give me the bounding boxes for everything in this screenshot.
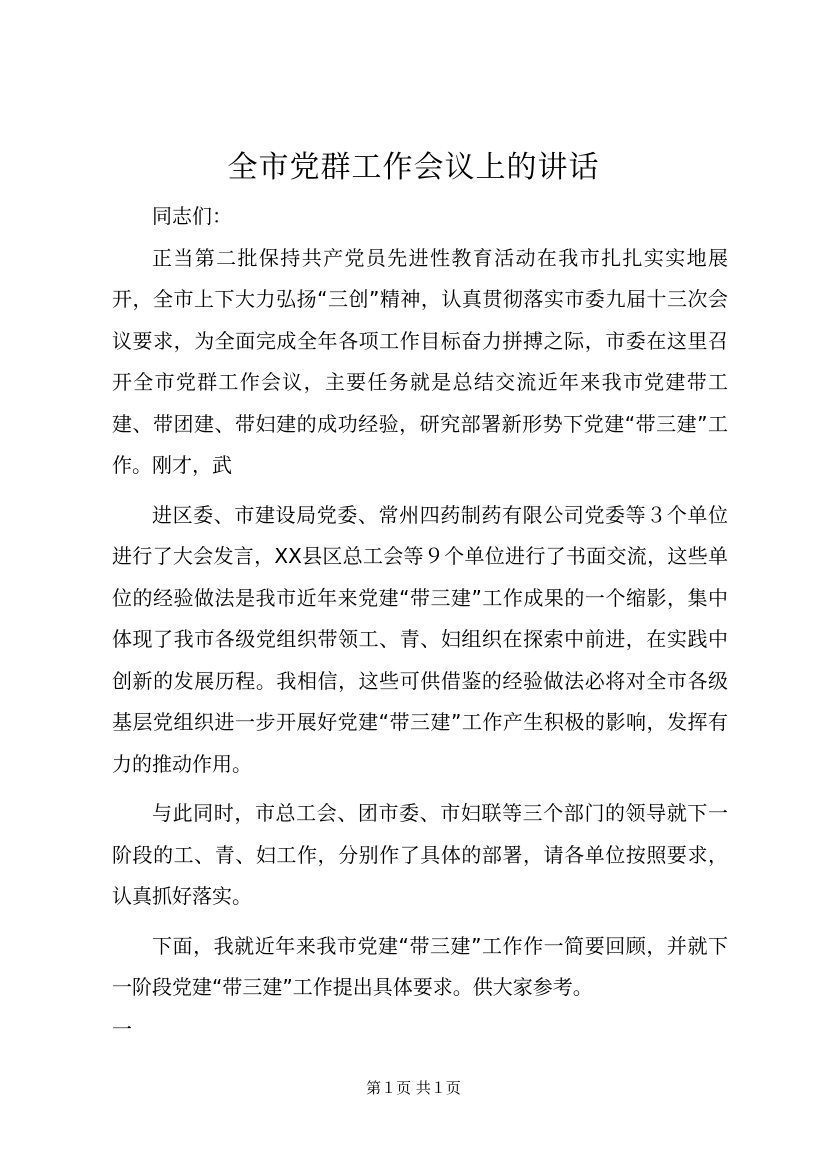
page-footer: 第１页 共１页 [366,1079,461,1097]
salutation: 同志们： [152,204,232,228]
document-title: 全市党群工作会议上的讲话 [227,150,600,185]
document-body [112,196,728,1050]
paragraph-2: 进区委、市建设局党委、常州四药制药有限公司党委等３个单位进行了大会发言，XX县区总工会等９个单位进行了书面交流，这些单位的经验做法是我市近年来党建“带三建”工作成果的一个缩影，集中体现了我市各级党组织带领工、青、妇组织在探索中前进，在实践中创新的发展历程。我相信，这些可供借鉴的经验做法必将对全市各级基层党组织进一步开展好党建“带三建”工作产生积极的影响，发挥有力的推动作用。 [112,502,728,776]
paragraph-4: 下面，我就近年来我市党建“带三建”工作作一简要回顾，并就下一阶段党建“带三建”工作提出具体要求。供大家参考。 [112,933,728,999]
paragraph-3: 与此同时，市总工会、团市委、市妇联等三个部门的领导就下一阶段的工、青、妇工作，分别作了具体的部署，请各单位按照要求，认真抓好落实。 [112,801,728,908]
trailing-mark: 一 [112,1016,132,1041]
paragraph-1: 正当第二批保持共产党员先进性教育活动在我市扎扎实实地展开，全市上下大力弘扬“三创”精神，认真贯彻落实市委九届十三次会议要求，为全面完成全年各项工作目标奋力拼搏之际，市委在这里召开全市党群工作会议，主要任务就是总结交流近年来我市党建带工建、带团建、带妇建的成功经验，研究部署新形势下党建“带三建”工作。刚才，武 [112,245,728,477]
